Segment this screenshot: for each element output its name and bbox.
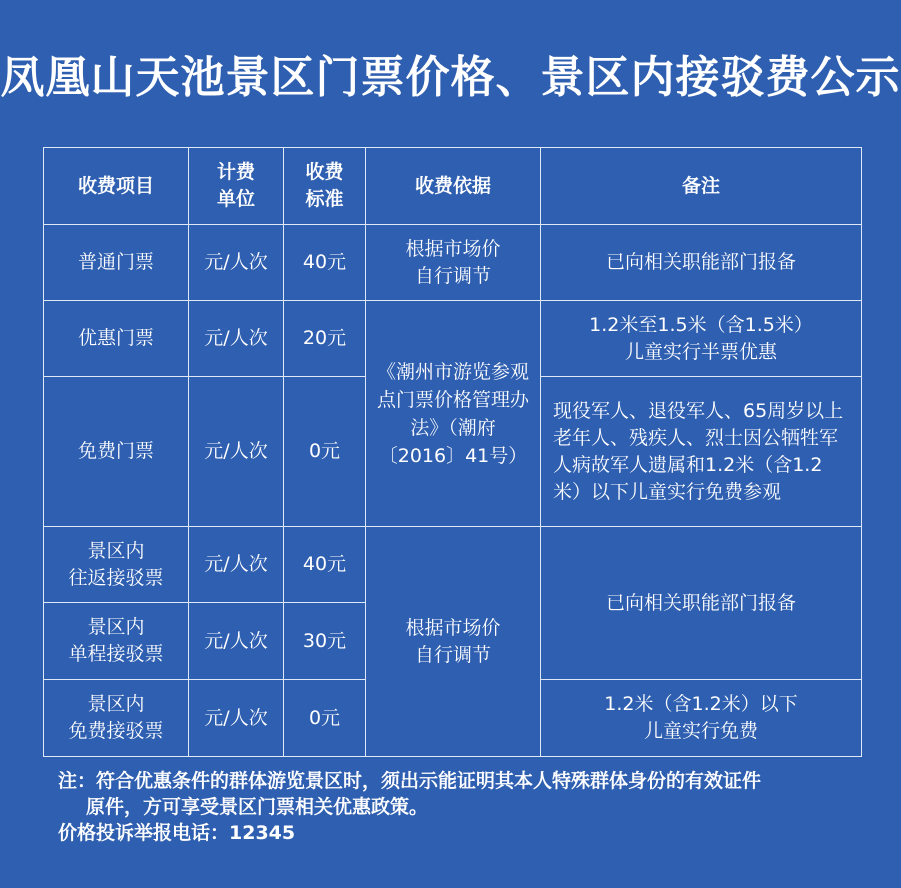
item-cell: 免费门票 bbox=[44, 377, 189, 527]
price-cell: 20元 bbox=[284, 301, 366, 377]
note-line-1: 注：符合优惠条件的群体游览景区时，须出示能证明其本人特殊群体身份的有效证件 bbox=[58, 770, 762, 792]
header-basis: 收费依据 bbox=[366, 148, 541, 225]
unit-cell: 元/人次 bbox=[189, 527, 284, 603]
price-cell: 40元 bbox=[284, 225, 366, 301]
item-cell: 景区内 免费接驳票 bbox=[44, 680, 189, 757]
remark-cell: 现役军人、退役军人、65周岁以上老年人、残疾人、烈士因公牺牲军人病故军人遗属和1.2米（含1.2米）以下儿童实行免费参观 bbox=[541, 377, 862, 527]
basis-cell-regulation: 《潮州市游览参观点门票价格管理办法》（潮府〔2016〕41号） bbox=[366, 301, 541, 527]
remark-cell: 1.2米至1.5米（含1.5米） 儿童实行半票优惠 bbox=[541, 301, 862, 377]
price-cell: 30元 bbox=[284, 603, 366, 680]
header-remark: 备注 bbox=[541, 148, 862, 225]
basis-cell: 根据市场价 自行调节 bbox=[366, 225, 541, 301]
item-cell: 普通门票 bbox=[44, 225, 189, 301]
price-cell: 40元 bbox=[284, 527, 366, 603]
unit-cell: 元/人次 bbox=[189, 603, 284, 680]
table-row bbox=[44, 225, 862, 301]
item-cell: 景区内 往返接驳票 bbox=[44, 527, 189, 603]
page-title: 凤凰山天池景区门票价格、景区内接驳费公示 bbox=[0, 52, 901, 103]
note-line-2: 原件，方可享受景区门票相关优惠政策。 bbox=[86, 796, 429, 818]
basis-cell: 根据市场价 自行调节 bbox=[366, 527, 541, 757]
unit-cell: 元/人次 bbox=[189, 680, 284, 757]
table-header-row bbox=[44, 148, 862, 225]
price-cell: 0元 bbox=[284, 377, 366, 527]
table-row bbox=[44, 527, 862, 603]
fee-table bbox=[43, 147, 862, 757]
remark-cell: 已向相关职能部门报备 bbox=[541, 527, 862, 680]
table-row bbox=[44, 301, 862, 377]
remark-cell: 已向相关职能部门报备 bbox=[541, 225, 862, 301]
price-cell: 0元 bbox=[284, 680, 366, 757]
header-item: 收费项目 bbox=[44, 148, 189, 225]
item-cell: 优惠门票 bbox=[44, 301, 189, 377]
remark-cell: 1.2米（含1.2米）以下 儿童实行免费 bbox=[541, 680, 862, 757]
header-unit: 计费 单位 bbox=[189, 148, 284, 225]
header-standard: 收费 标准 bbox=[284, 148, 366, 225]
unit-cell: 元/人次 bbox=[189, 301, 284, 377]
unit-cell: 元/人次 bbox=[189, 377, 284, 527]
item-cell: 景区内 单程接驳票 bbox=[44, 603, 189, 680]
notes bbox=[58, 768, 878, 846]
complaint-hotline: 价格投诉举报电话：12345 bbox=[58, 822, 296, 844]
unit-cell: 元/人次 bbox=[189, 225, 284, 301]
